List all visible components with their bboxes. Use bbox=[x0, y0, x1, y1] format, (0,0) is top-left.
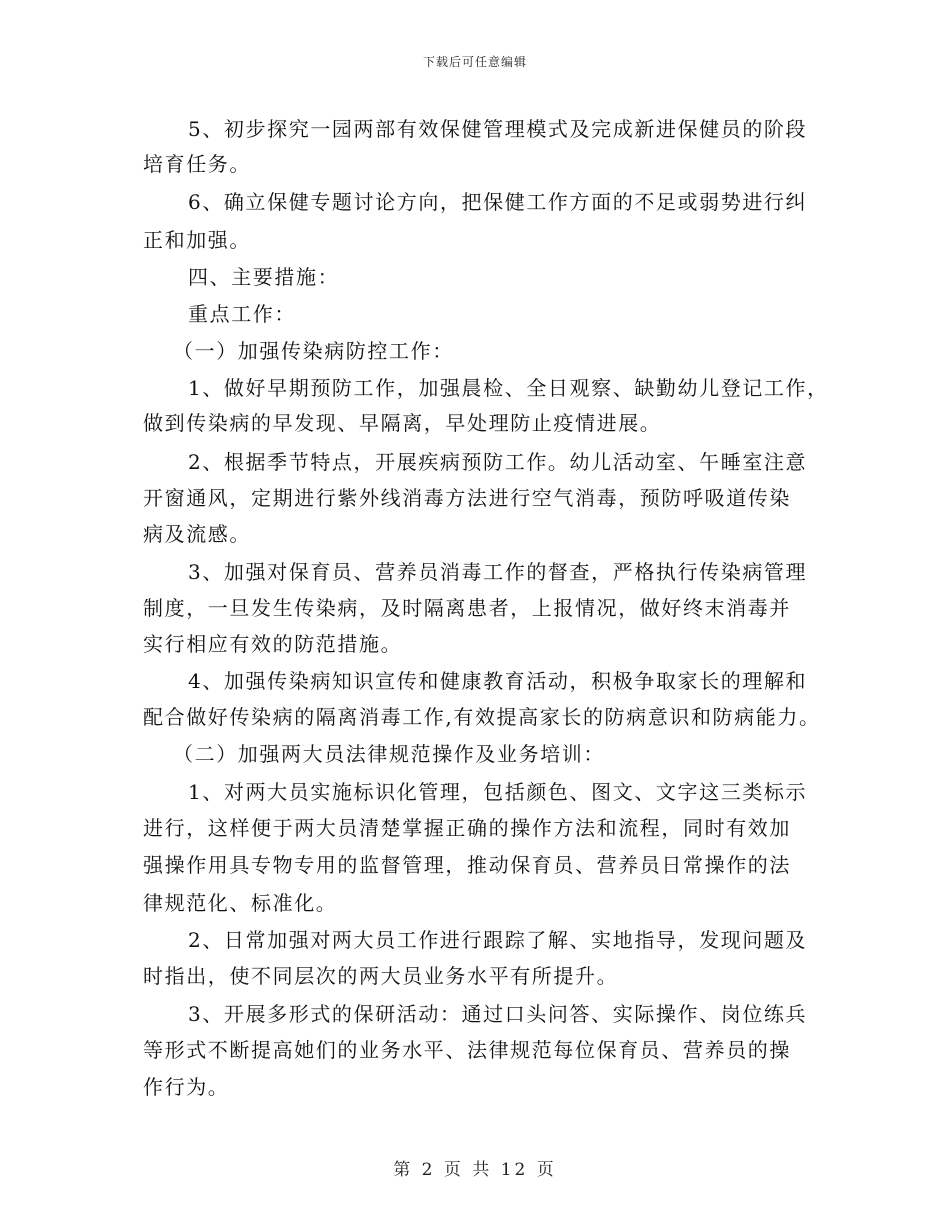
text-line: 作行为。 bbox=[143, 1075, 230, 1099]
text-line: 6、确立保健专题讨论方向，把保健工作方面的不足或弱势进行纠 bbox=[188, 190, 808, 214]
text-line: 制度，一旦发生传染病，及时隔离患者，上报情况，做好终末消毒并 bbox=[143, 596, 791, 620]
page-header: 下载后可任意编辑 bbox=[422, 55, 527, 69]
text-line: 律规范化、标准化。 bbox=[143, 891, 338, 915]
section-heading: 四、主要措施： bbox=[188, 265, 340, 289]
text-line: 4、加强传染病知识宣传和健康教育活动，积极争取家长的理解和 bbox=[188, 669, 808, 693]
text-line: 病及流感。 bbox=[143, 522, 251, 546]
text-line: 配合做好传染病的隔离消毒工作,有效提高家长的防病意识和防病能力。 bbox=[143, 705, 821, 729]
text-line: 2、日常加强对两大员工作进行跟踪了解、实地指导，发现问题及 bbox=[188, 928, 808, 952]
text-line: 3、加强对保育员、营养员消毒工作的督查，严格执行传染病管理 bbox=[188, 560, 808, 584]
text-line: 1、做好早期预防工作，加强晨检、全日观察、缺勤幼儿登记工作， bbox=[188, 376, 829, 400]
text-line: 重点工作： bbox=[188, 302, 296, 326]
text-line: 做到传染病的早发现、早隔离，早处理防止疫情进展。 bbox=[143, 411, 662, 435]
text-line: 2、根据季节特点，开展疾病预防工作。幼儿活动室、午睡室注意 bbox=[188, 450, 808, 474]
text-line: 实行相应有效的防范措施。 bbox=[143, 632, 403, 656]
text-line: 培育任务。 bbox=[143, 152, 251, 176]
page-number-footer: 第 2 页 共 12 页 bbox=[393, 1160, 557, 1180]
text-line: 等形式不断提高她们的业务水平、法律规范每位保育员、营养员的操 bbox=[143, 1038, 791, 1062]
text-line: 1、对两大员实施标识化管理，包括颜色、图文、文字这三类标示 bbox=[188, 780, 808, 804]
text-line: 正和加强。 bbox=[143, 228, 251, 252]
text-line: 强操作用具专物专用的监督管理，推动保育员、营养员日常操作的法 bbox=[143, 853, 791, 877]
text-line: 开窗通风，定期进行紫外线消毒方法进行空气消毒，预防呼吸道传染 bbox=[143, 486, 791, 510]
text-line: 进行，这样便于两大员清楚掌握正确的操作方法和流程，同时有效加 bbox=[143, 816, 791, 840]
text-line: 3、开展多形式的保研活动：通过口头问答、实际操作、岗位练兵 bbox=[188, 1002, 808, 1026]
subsection-heading: （二）加强两大员法律规范操作及业务培训： bbox=[173, 742, 605, 766]
text-line: 5、初步探究一园两部有效保健管理模式及完成新进保健员的阶段 bbox=[188, 117, 808, 141]
subsection-heading: （一）加强传染病防控工作： bbox=[173, 339, 454, 363]
text-line: 时指出，使不同层次的两大员业务水平有所提升。 bbox=[143, 964, 619, 988]
